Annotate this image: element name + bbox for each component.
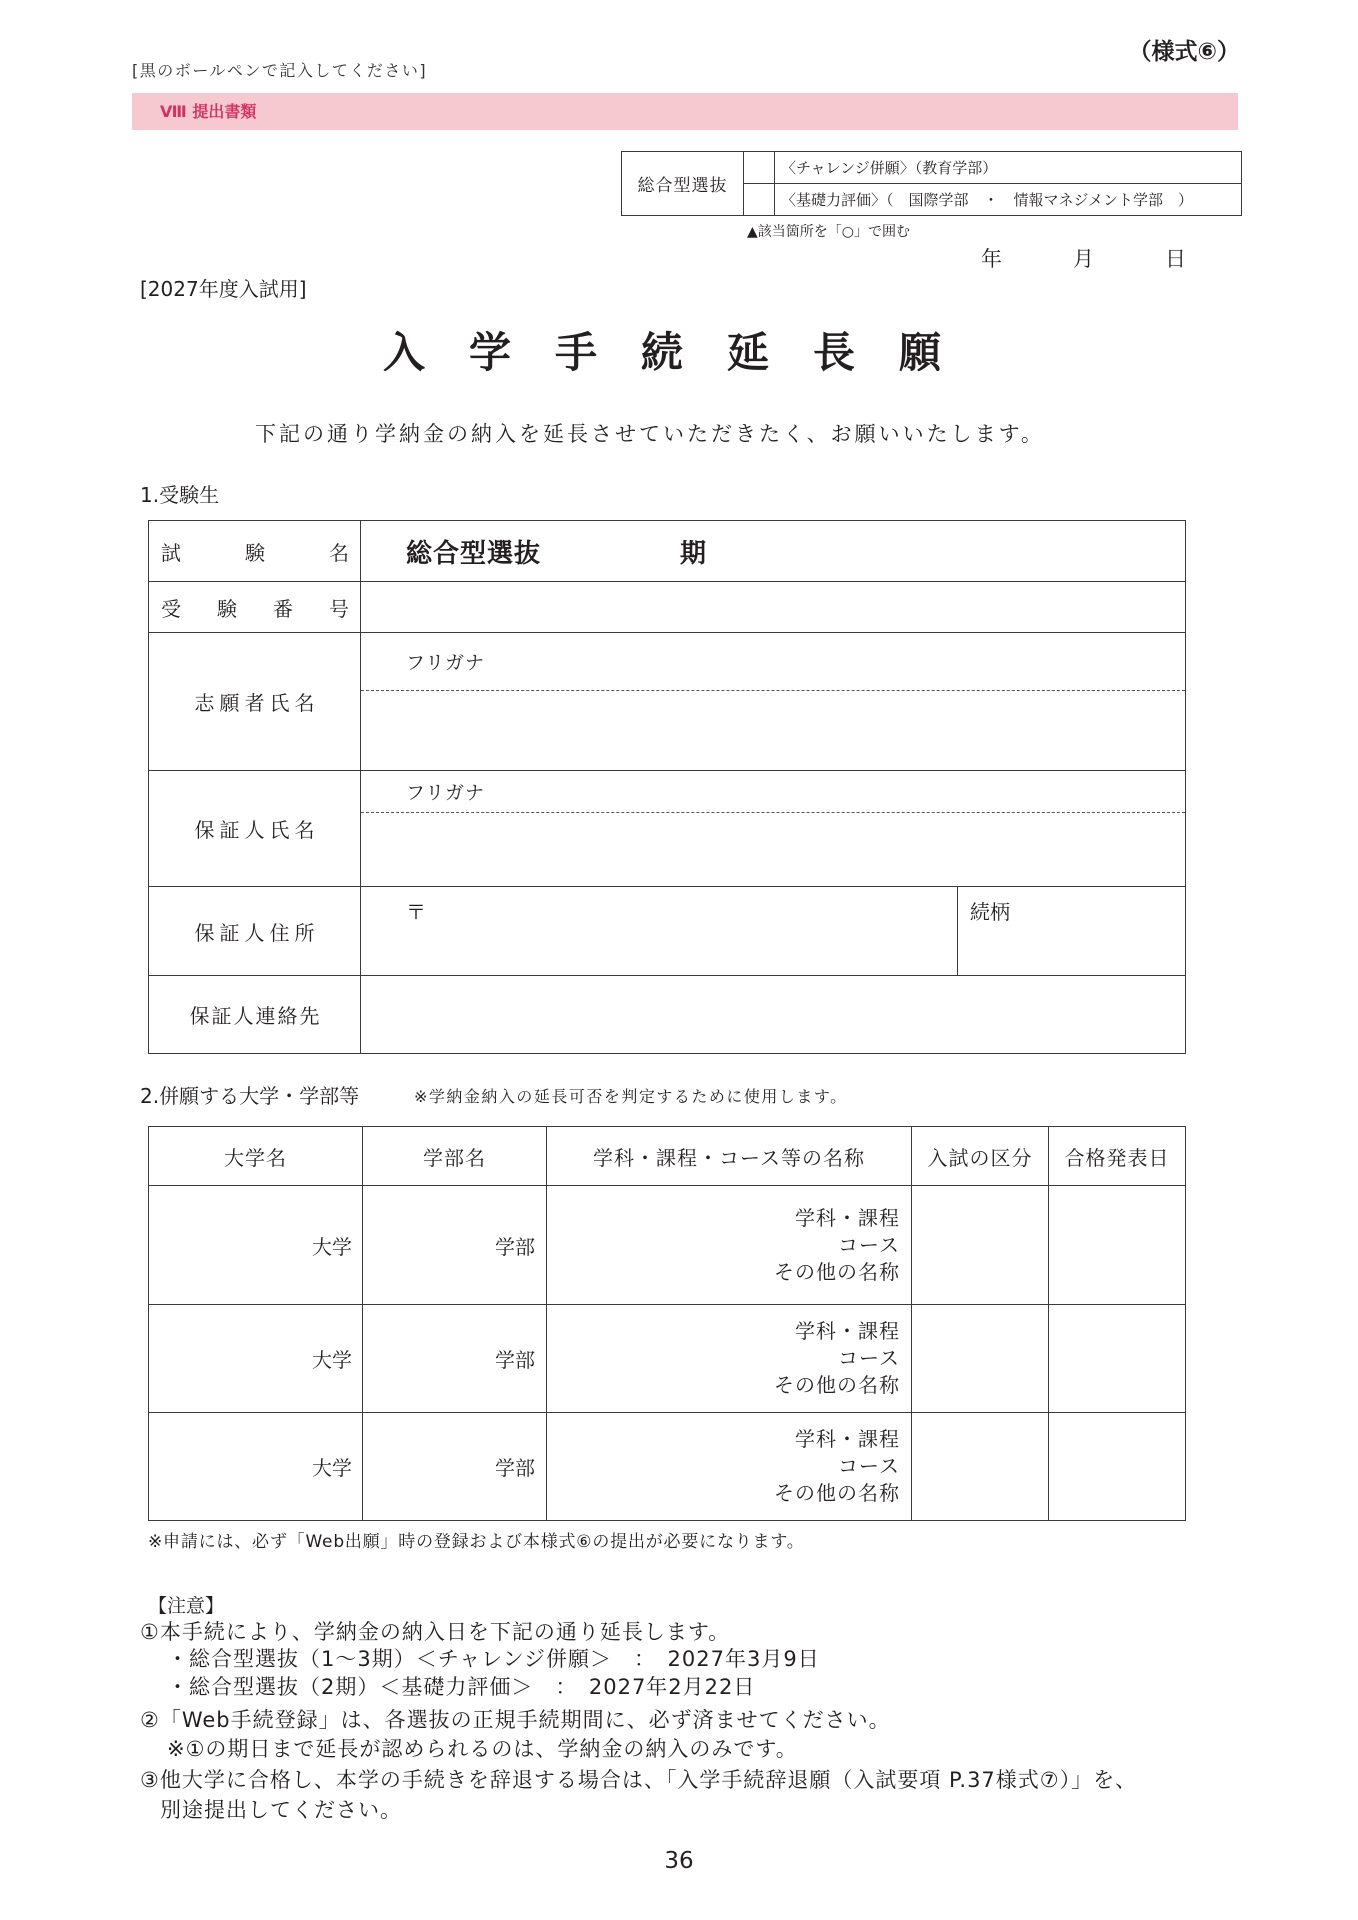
postal-mark: 〒 <box>406 900 426 924</box>
applicant-name-label: 志願者氏名 <box>149 633 361 771</box>
page-number: 36 <box>664 1848 694 1874</box>
note-line: ③他大学に合格し、本学の手続きを辞退する場合は、「入学手続辞退願（入試要項 P.37様式⑦）」を、 <box>140 1768 1138 1792</box>
note-line: ・総合型選抜（2期）＜基礎力評価＞ ： 2027年2月22日 <box>167 1675 756 1699</box>
note-line: ・総合型選抜（1〜3期）＜チャレンジ併願＞ ： 2027年3月9日 <box>167 1647 820 1671</box>
department-line: コース <box>838 1232 900 1257</box>
page-title: 入学手続延長願 <box>383 328 986 377</box>
guarantor-furigana-row <box>361 771 1185 813</box>
intro-text: 下記の通り学納金の納入を延長させていただきたく、お願いいたします。 <box>255 422 1045 446</box>
guarantor-name-label: 保証人氏名 <box>149 771 361 887</box>
applicant-name-field <box>361 633 1186 771</box>
column-header: 学部名 <box>363 1127 547 1186</box>
selection-mark-cell <box>744 184 775 216</box>
exam-name-field <box>361 521 1186 582</box>
exam-name-label: 試験名 <box>149 521 361 582</box>
other-universities-heading: 2.併願する大学・学部等 <box>140 1084 360 1108</box>
note-line: ※①の期日まで延長が認められるのは、学納金の納入のみです。 <box>167 1737 798 1761</box>
department-line: コース <box>838 1346 900 1370</box>
form-number: （様式⑥） <box>1128 39 1240 65</box>
table-row <box>149 1305 1186 1413</box>
university-cell: 大学 <box>149 1305 363 1413</box>
section-label: Ⅷ 提出書類 <box>160 102 257 121</box>
table-row <box>149 1413 1186 1521</box>
table-header-row <box>149 1127 1186 1186</box>
exam-type-cell <box>912 1305 1049 1413</box>
result-date-cell <box>1049 1305 1186 1413</box>
selection-mark-cell <box>744 152 775 184</box>
faculty-cell: 学部 <box>363 1305 547 1413</box>
guarantor-address-field <box>361 887 958 976</box>
note-line: 別途提出してください。 <box>160 1798 402 1822</box>
column-header: 大学名 <box>149 1127 363 1186</box>
column-header: 合格発表日 <box>1049 1127 1186 1186</box>
note-line: ①本手続により、学納金の納入日を下記の通り延長します。 <box>140 1620 731 1644</box>
selection-label: 総合型選抜 <box>622 152 744 216</box>
applicant-name-area <box>361 691 1185 769</box>
department-line: 学科・課程 <box>795 1319 900 1343</box>
department-cell <box>547 1186 912 1305</box>
guarantor-contact-field <box>361 976 1186 1054</box>
guarantor-contact-label: 保証人連絡先 <box>149 976 361 1054</box>
furigana-label: フリガナ <box>406 652 486 674</box>
submission-footnote: ※申請には、必ず「Web出願」時の登録および本様式⑥の提出が必要になります。 <box>148 1532 805 1552</box>
exam-number-field <box>361 582 1186 633</box>
column-header: 学科・課程・コース等の名称 <box>547 1127 912 1186</box>
note-line: ②「Web手続登録」は、各選抜の正規手続期間に、必ず済ませてください。 <box>140 1708 891 1732</box>
department-cell <box>547 1305 912 1413</box>
date-month-label: 月 <box>1073 247 1094 271</box>
faculty-cell: 学部 <box>363 1186 547 1305</box>
applicant-furigana-row <box>361 633 1185 691</box>
department-line: 学科・課程 <box>795 1205 900 1230</box>
pen-instruction: [黒のボールペンで記入してください] <box>132 61 428 80</box>
date-year-label: 年 <box>981 247 1002 271</box>
relationship-label: 続柄 <box>970 900 1010 924</box>
exam-type-cell <box>912 1186 1049 1305</box>
applicant-heading: 1.受験生 <box>140 483 220 507</box>
guarantor-name-area <box>361 813 1185 885</box>
table-row <box>149 1186 1186 1305</box>
guarantor-name-field <box>361 771 1186 887</box>
department-line: その他の名称 <box>774 1373 900 1397</box>
year-tag: [2027年度入試用] <box>140 277 307 301</box>
department-line: 学科・課程 <box>795 1427 900 1451</box>
notes-heading: 【注意】 <box>148 1595 225 1617</box>
selection-option: 〈基礎力評価〉（ 国際学部 ・ 情報マネジメント学部 ） <box>775 184 1242 216</box>
guarantor-address-label: 保証人住所 <box>149 887 361 976</box>
other-universities-note: ※学納金納入の延長可否を判定するために使用します。 <box>414 1087 848 1106</box>
department-line: その他の名称 <box>774 1481 900 1505</box>
applicant-table <box>148 520 1186 1054</box>
section-bar <box>132 93 1238 130</box>
department-line: その他の名称 <box>774 1259 900 1284</box>
furigana-label: フリガナ <box>406 782 486 804</box>
other-universities-table <box>148 1126 1186 1521</box>
selection-note: ▲該当箇所を「○」で囲む <box>747 224 910 240</box>
exam-name-value: 総合型選抜 <box>406 538 542 569</box>
selection-option: 〈チャレンジ併願〉（教育学部） <box>775 152 1242 184</box>
department-line: コース <box>838 1454 900 1478</box>
exam-number-label: 受験番号 <box>149 582 361 633</box>
department-cell <box>547 1413 912 1521</box>
exam-period-suffix: 期 <box>680 538 707 569</box>
exam-type-cell <box>912 1413 1049 1521</box>
result-date-cell <box>1049 1413 1186 1521</box>
column-header: 入試の区分 <box>912 1127 1049 1186</box>
university-cell: 大学 <box>149 1186 363 1305</box>
relationship-field <box>958 887 1186 976</box>
date-day-label: 日 <box>1165 247 1186 271</box>
faculty-cell: 学部 <box>363 1413 547 1521</box>
selection-box <box>621 151 1242 216</box>
result-date-cell <box>1049 1186 1186 1305</box>
university-cell: 大学 <box>149 1413 363 1521</box>
